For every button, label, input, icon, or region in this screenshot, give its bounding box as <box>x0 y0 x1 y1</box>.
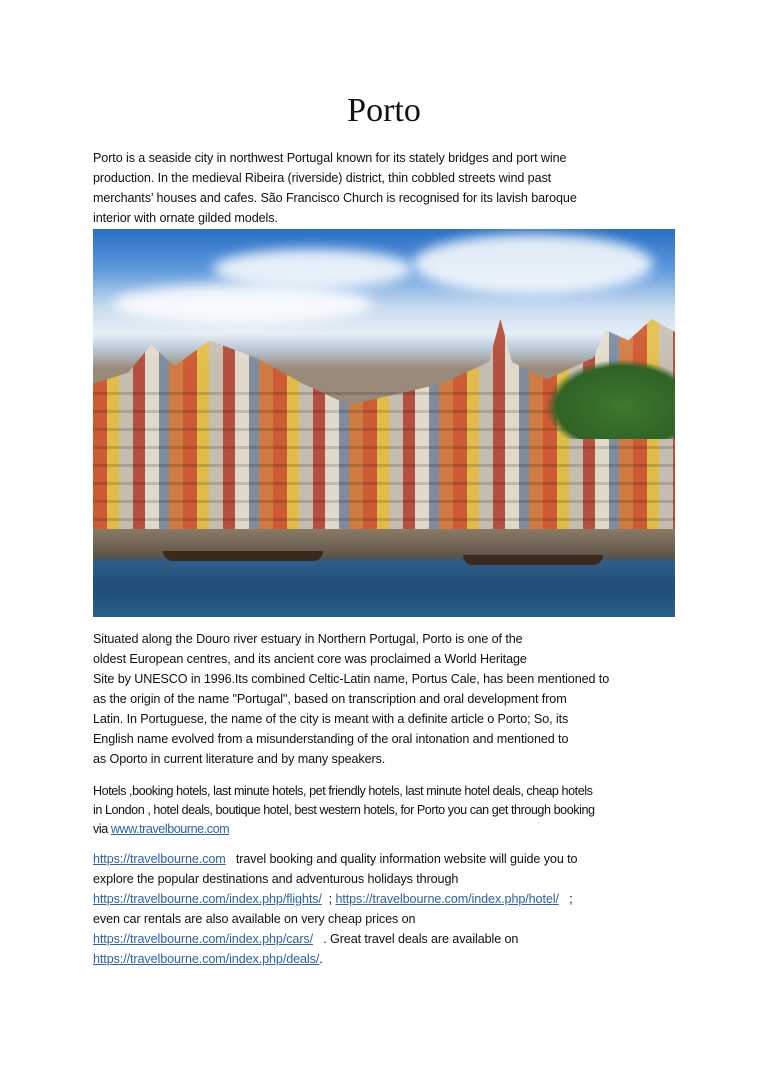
link[interactable]: https://travelbourne.com/index.php/hotel/ <box>335 892 559 906</box>
text-segment: in London , hotel deals, boutique hotel, best western hotels, for Porto you can get through booking <box>93 803 595 817</box>
text-line <box>93 820 693 839</box>
text-line: as the origin of the name "Portugal", based on transcription and oral development from <box>93 692 567 706</box>
text-line <box>93 849 693 869</box>
text-line: English name evolved from a misunderstanding of the oral intonation and mentioned to <box>93 732 569 746</box>
text-line: Situated along the Douro river estuary in Northern Portugal, Porto is one of the <box>93 632 523 646</box>
text-segment: explore the popular destinations and adventurous holidays through <box>93 872 459 886</box>
porto-riverside-photo <box>93 229 675 617</box>
link[interactable]: https://travelbourne.com/index.php/cars/ <box>93 932 314 946</box>
text-line: Porto is a seaside city in northwest Portugal known for its stately bridges and port wine <box>93 151 567 165</box>
text-segment: . <box>319 952 323 966</box>
text-line: as Oporto in current literature and by many speakers. <box>93 752 386 766</box>
text-line: merchants’ houses and cafes. São Francisco Church is recognised for its lavish baroque <box>93 191 577 205</box>
text-line <box>93 782 693 801</box>
links-paragraph <box>93 849 693 969</box>
text-line <box>93 909 693 929</box>
page-title: Porto <box>347 92 421 129</box>
text-line <box>93 949 693 969</box>
text-line: oldest European centres, and its ancient core was proclaimed a World Heritage <box>93 652 527 666</box>
link[interactable]: https://travelbourne.com/index.php/deals/ <box>93 952 320 966</box>
text-line <box>93 869 693 889</box>
link[interactable]: https://travelbourne.com/index.php/flights/ <box>93 892 322 906</box>
text-segment: Hotels ,booking hotels, last minute hotels, pet friendly hotels, last minute hotel deals, cheap hotels <box>93 784 593 798</box>
text-line: Site by UNESCO in 1996.Its combined Celtic-Latin name, Portus Cale, has been mentioned to <box>93 672 610 686</box>
text-segment: ; <box>558 892 573 906</box>
history-paragraph <box>93 629 693 769</box>
link[interactable]: https://travelbourne.com <box>93 852 226 866</box>
text-segment: via <box>93 822 111 836</box>
text-segment: even car rentals are also available on very cheap prices on <box>93 912 416 926</box>
text-segment: ; <box>321 892 336 906</box>
link[interactable]: www.travelbourne.com <box>110 822 230 836</box>
text-line: Latin. In Portuguese, the name of the city is meant with a definite article o Porto; So, its <box>93 712 569 726</box>
hotels-paragraph <box>93 782 693 839</box>
text-segment: travel booking and quality information website will guide you to <box>225 852 578 866</box>
text-line: interior with ornate gilded models. <box>93 211 278 225</box>
text-line <box>93 929 693 949</box>
text-line: production. In the medieval Ribeira (riverside) district, thin cobbled streets wind past <box>93 171 552 185</box>
intro-paragraph <box>93 148 693 228</box>
text-segment: . Great travel deals are available on <box>313 932 519 946</box>
text-line <box>93 801 693 820</box>
text-line <box>93 889 693 909</box>
